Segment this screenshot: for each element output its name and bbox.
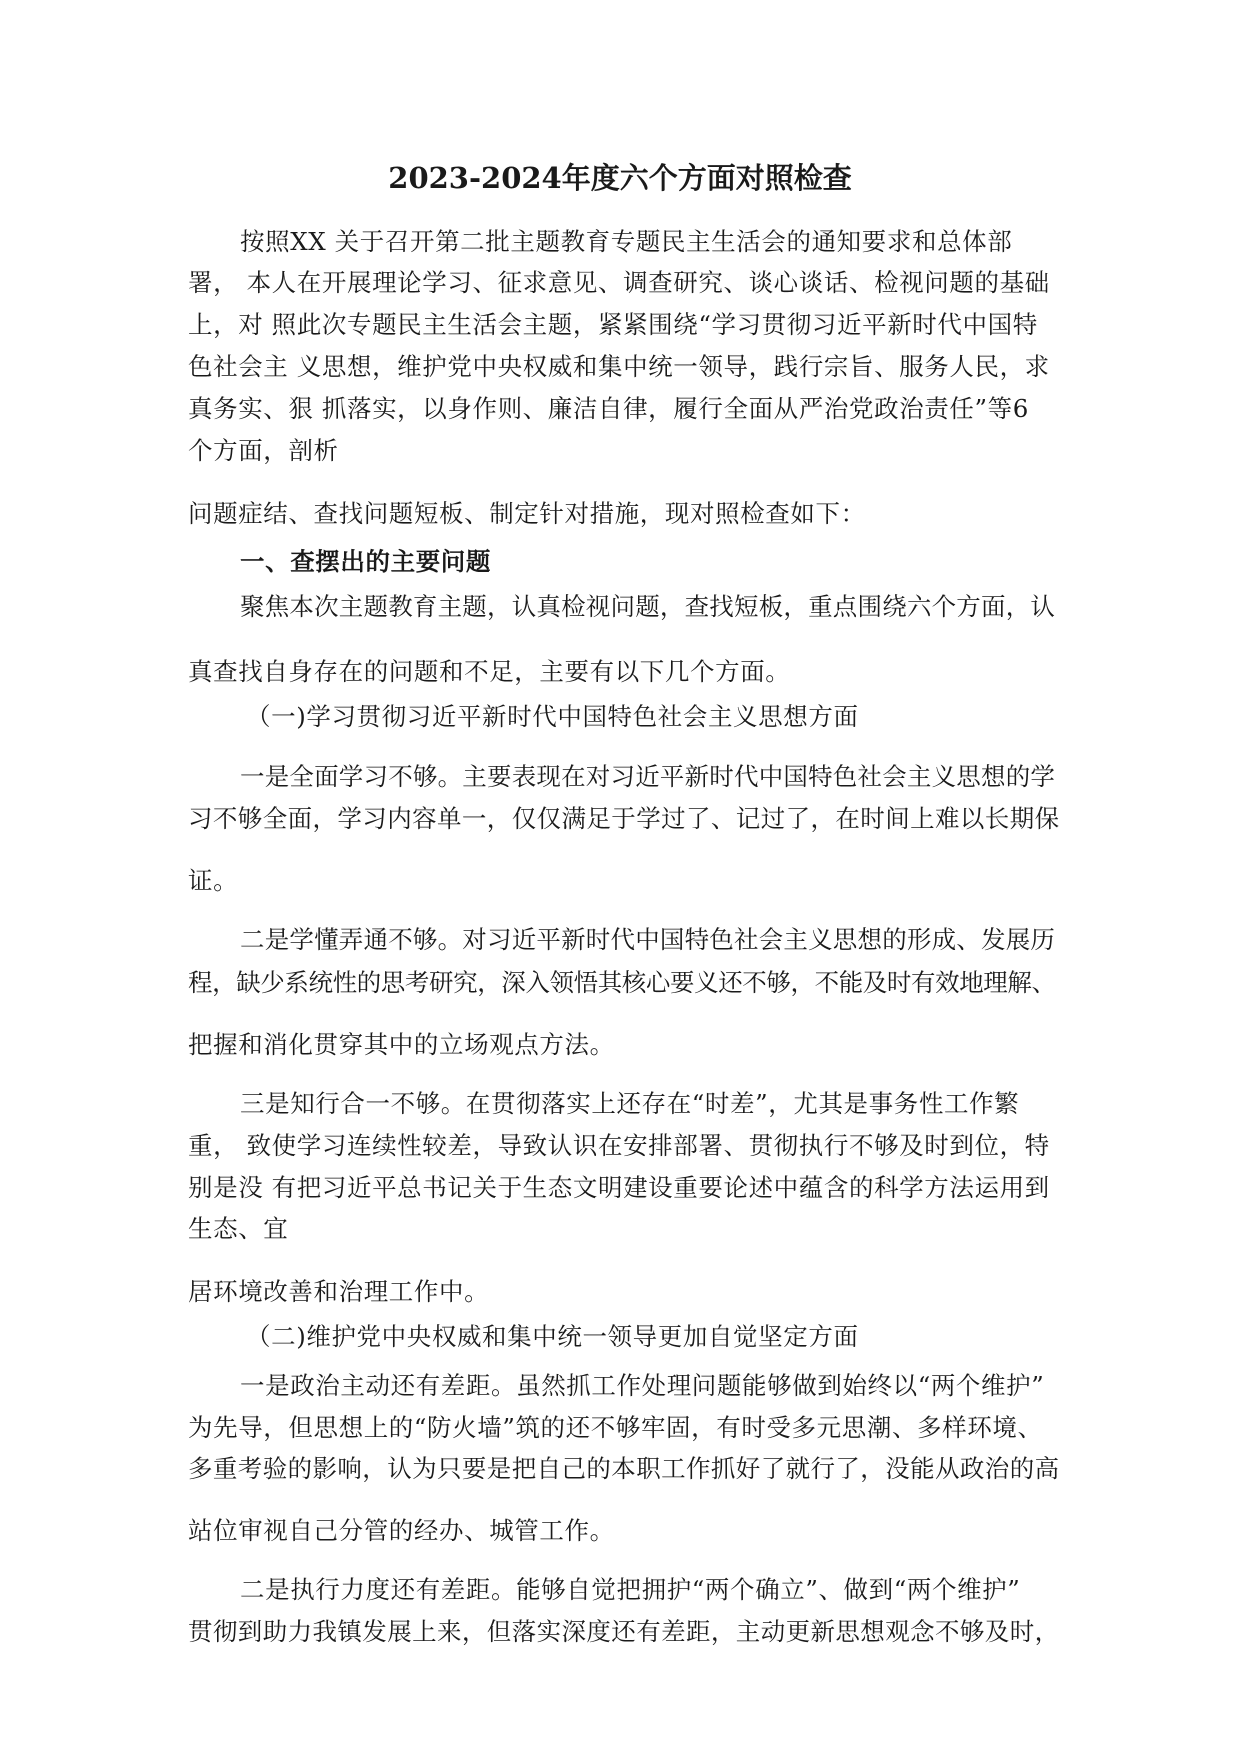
page-title: 2023-2024年度六个方面对照检查 [388, 161, 852, 195]
paragraph-line: 个方面，剖析 [188, 436, 339, 465]
paragraph-line: 把握和消化贯穿其中的立场观点方法。 [188, 1030, 615, 1059]
paragraph-line: 多重考验的影响，认为只要是把自己的本职工作抓好了就行了，没能从政治的高 [188, 1454, 1060, 1483]
paragraph-line: 二是执行力度还有差距。能够自觉把拥护“两个确立”、做到“两个维护” [240, 1575, 1021, 1604]
paragraph-line: 贯彻到助力我镇发展上来，但落实深度还有差距，主动更新思想观念不够及时， [188, 1617, 1060, 1646]
section-heading: 一、查摆出的主要问题 [240, 547, 491, 576]
paragraph-line: 真务实、狠 抓落实，以身作则、廉洁自律，履行全面从严治党政治责任”等6 [188, 394, 1029, 423]
paragraph-line: 聚焦本次主题教育主题，认真检视问题，查找短板，重点围绕六个方面，认 [240, 592, 1056, 621]
paragraph-line: 重， 致使学习连续性较差，导致认识在安排部署、贯彻执行不够及时到位，特 [188, 1131, 1050, 1160]
paragraph-line: 真查找自身存在的问题和不足，主要有以下几个方面。 [188, 657, 791, 686]
paragraph-line: 上，对 照此次专题民主生活会主题，紧紧围绕“学习贯彻习近平新时代中国特 [188, 310, 1038, 339]
paragraph-line: 按照XX 关于召开第二批主题教育专题民主生活会的通知要求和总体部 [240, 227, 1013, 256]
paragraph-line: 生态、宜 [188, 1214, 289, 1243]
paragraph-line: 习不够全面，学习内容单一，仅仅满足于学过了、记过了，在时间上难以长期保 [188, 804, 1060, 833]
paragraph-line: 站位审视自己分管的经办、城管工作。 [188, 1516, 615, 1545]
paragraph-line: 一是全面学习不够。主要表现在对习近平新时代中国特色社会主义思想的学 [240, 762, 1056, 791]
paragraph-line: 色社会主 义思想，维护党中央权威和集中统一领导，践行宗旨、服务人民，求 [188, 352, 1050, 381]
paragraph-line: 署， 本人在开展理论学习、征求意见、调查研究、谈心谈话、检视问题的基础 [188, 268, 1050, 297]
paragraph-line: 别是没 有把习近平总书记关于生态文明建设重要论述中蕴含的科学方法运用到 [188, 1173, 1050, 1202]
paragraph-line: 居环境改善和治理工作中。 [188, 1277, 490, 1306]
subsection-heading: （二)维护党中央权威和集中统一领导更加自觉坚定方面 [246, 1322, 859, 1351]
paragraph-line: 三是知行合一不够。在贯彻落实上还存在“时差”，尤其是事务性工作繁 [240, 1089, 1020, 1118]
paragraph-line: 问题症结、查找问题短板、制定针对措施，现对照检查如下： [188, 499, 866, 528]
paragraph-line: 证。 [188, 866, 239, 895]
paragraph-line: 二是学懂弄通不够。对习近平新时代中国特色社会主义思想的形成、发展历 [240, 925, 1056, 954]
subsection-heading: （一)学习贯彻习近平新时代中国特色社会主义思想方面 [246, 702, 859, 731]
paragraph-line: 为先导，但思想上的“防火墙”筑的还不够牢固，有时受多元思潮、多样环境、 [188, 1413, 1043, 1442]
paragraph-line: 一是政治主动还有差距。虽然抓工作处理问题能够做到始终以“两个维护” [240, 1371, 1045, 1400]
paragraph-line: 程，缺少系统性的思考研究，深入领悟其核心要义还不够，不能及时有效地理解、 [188, 968, 1056, 997]
